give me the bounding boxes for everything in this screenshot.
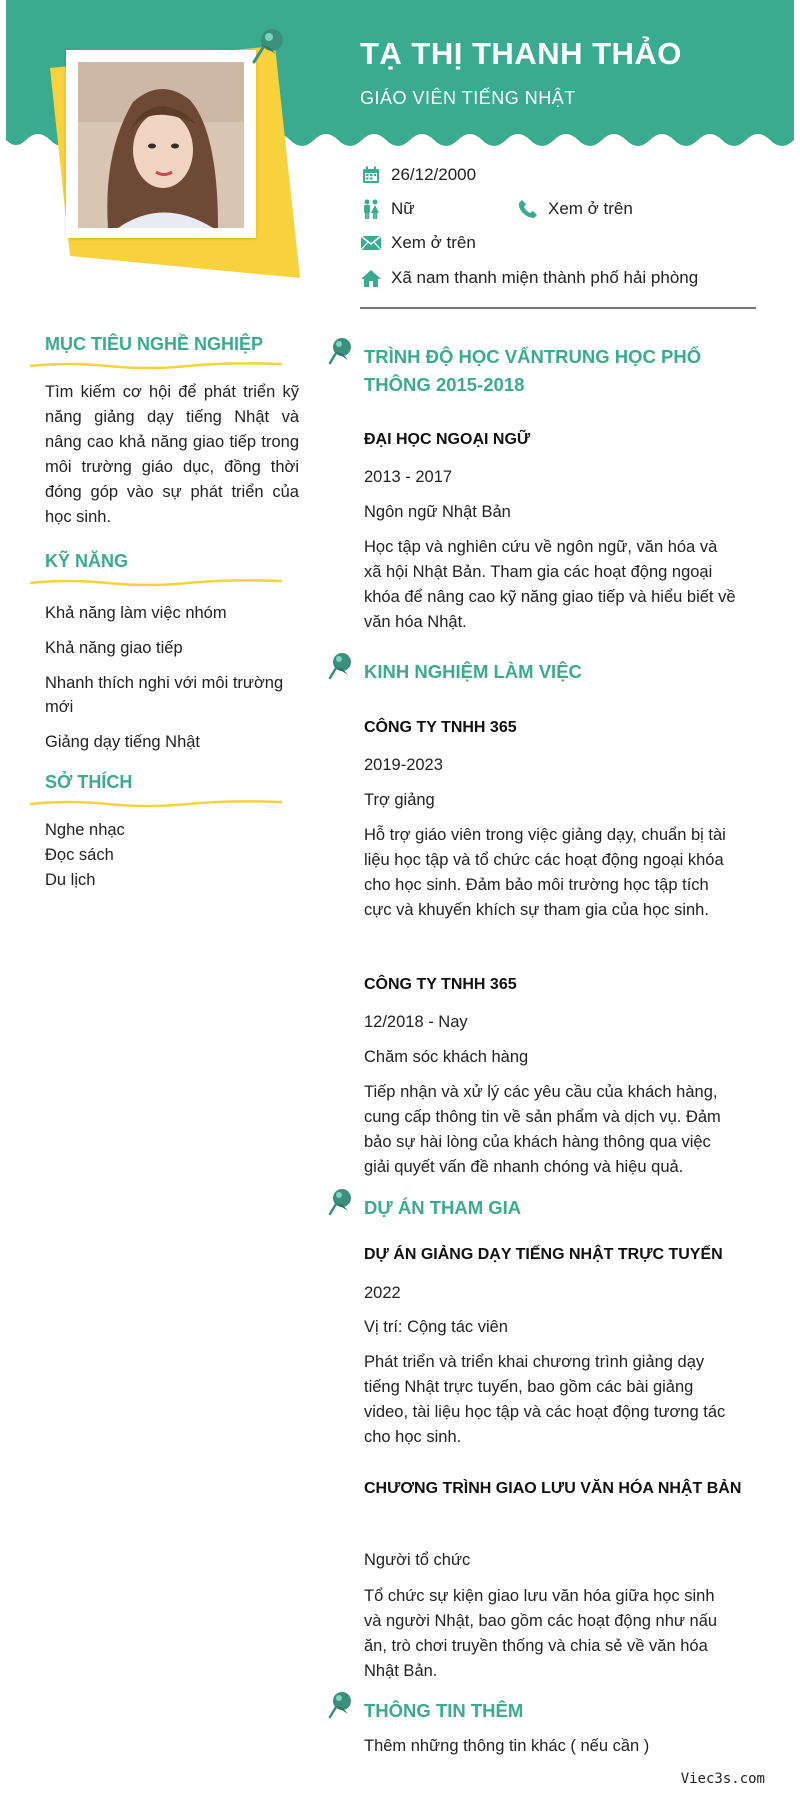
experience-role: Chăm sóc khách hàng bbox=[364, 1048, 529, 1066]
skills-title: KỸ NĂNG bbox=[45, 551, 129, 571]
contact-birthdate bbox=[360, 164, 476, 186]
envelope-icon bbox=[360, 232, 382, 254]
contact-email bbox=[360, 232, 476, 254]
company-name: CÔNG TY TNHH 365 bbox=[364, 719, 517, 736]
birthdate-value: 26/12/2000 bbox=[391, 165, 477, 184]
school-name: ĐẠI HỌC NGOẠI NGỮ bbox=[364, 431, 531, 448]
project-period: 2022 bbox=[364, 1284, 401, 1302]
job-title: GIÁO VIÊN TIẾNG NHẬT bbox=[360, 88, 576, 108]
project-description: Tổ chức sự kiện giao lưu văn hóa giữa học sinh và người Nhật, bao gồm các hoạt động như nấu ăn, trò chơi truyền thống và chia sẻ về văn hóa Nhật Bản. bbox=[364, 1587, 718, 1680]
experience-description: Tiếp nhận và xử lý các yêu cầu của khách hàng, cung cấp thông tin về sản phẩm và dịch vụ. Đảm bảo sự hài lòng của khách hàng thông qua việc giải quyết vấn đề nhanh chóng và hiệu quả. bbox=[364, 1083, 721, 1176]
wave-underline bbox=[28, 577, 284, 589]
skill-item: Khả năng làm việc nhóm bbox=[45, 604, 227, 622]
gender-value: Nữ bbox=[391, 199, 415, 218]
education-major: Ngôn ngữ Nhật Bản bbox=[364, 503, 511, 521]
watermark: Viec3s.com bbox=[680, 1771, 765, 1787]
wave-underline bbox=[28, 798, 284, 810]
experience-description: Hỗ trợ giáo viên trong việc giảng dạy, chuẩn bị tài liệu học tập và tổ chức các hoạt động ngoại khóa cho học sinh. Đảm bảo môi trường học tập tích cực và khuyến khích sự tham gia của học sinh. bbox=[364, 826, 726, 919]
projects-title: DỰ ÁN THAM GIA bbox=[364, 1197, 522, 1218]
project-role: Người tổ chức bbox=[364, 1551, 471, 1569]
skill-item: Nhanh thích nghi với môi trường mới bbox=[45, 674, 284, 716]
education-title: TRÌNH ĐỘ HỌC VẤNTRUNG HỌC PHỔ THÔNG 2015-2018 bbox=[364, 346, 702, 395]
avatar bbox=[78, 62, 244, 228]
education-description: Học tập và nghiên cứu về ngôn ngữ, văn hóa và xã hội Nhật Bản. Tham gia các hoạt động ngoại khóa để nâng cao kỹ năng giao tiếp và hiểu biết về văn hóa Nhật. bbox=[364, 538, 736, 631]
gender-icon bbox=[360, 198, 382, 220]
education-period: 2013 - 2017 bbox=[364, 468, 453, 486]
phone-icon bbox=[517, 198, 539, 220]
hobby-item: Đọc sách bbox=[45, 846, 114, 864]
experience-role: Trợ giảng bbox=[364, 791, 435, 809]
candidate-name: TẠ THỊ THANH THẢO bbox=[360, 36, 682, 71]
pin-icon bbox=[327, 336, 355, 371]
experience-period: 2019-2023 bbox=[364, 756, 443, 774]
contact-address bbox=[360, 267, 698, 289]
project-name: CHƯƠNG TRÌNH GIAO LƯU VĂN HÓA NHẬT BẢN bbox=[364, 1480, 742, 1497]
hobby-item: Nghe nhạc bbox=[45, 821, 125, 839]
hobbies-title: SỞ THÍCH bbox=[45, 772, 133, 792]
address-value: Xã nam thanh miện thành phố hải phòng bbox=[391, 268, 699, 287]
home-icon bbox=[360, 267, 382, 289]
experience-title: KINH NGHIỆM LÀM VIỆC bbox=[364, 661, 582, 682]
pin-icon bbox=[327, 1690, 355, 1725]
email-value: Xem ở trên bbox=[391, 233, 476, 252]
project-description: Phát triển và triển khai chương trình giảng dạy tiếng Nhật trực tuyến, bao gồm các bài giảng video, tài liệu học tập và các hoạt động tương tác cho học sinh. bbox=[364, 1353, 726, 1446]
wave-underline bbox=[28, 360, 284, 372]
company-name: CÔNG TY TNHH 365 bbox=[364, 976, 517, 993]
project-role: Vị trí: Cộng tác viên bbox=[364, 1318, 508, 1336]
project-name: DỰ ÁN GIẢNG DẠY TIẾNG NHẬT TRỰC TUYẾN bbox=[364, 1246, 723, 1263]
contact-phone bbox=[517, 198, 633, 220]
hobby-item: Du lịch bbox=[45, 871, 96, 889]
calendar-icon bbox=[360, 164, 382, 186]
contact-divider bbox=[360, 307, 756, 309]
pin-icon bbox=[248, 24, 288, 73]
pin-icon bbox=[327, 1187, 355, 1222]
pin-icon bbox=[327, 651, 355, 686]
photo-frame bbox=[66, 50, 256, 238]
extra-info-text: Thêm những thông tin khác ( nếu cần ) bbox=[364, 1737, 650, 1755]
phone-value: Xem ở trên bbox=[548, 199, 633, 218]
skill-item: Giảng dạy tiếng Nhật bbox=[45, 733, 201, 751]
objective-text: Tìm kiếm cơ hội để phát triển kỹ năng giảng dạy tiếng Nhật và nâng cao khả năng giao tiếp trong môi trường giáo dục, đồng thời đóng góp vào sự phát triển của học sinh. bbox=[45, 383, 299, 526]
skill-item: Khả năng giao tiếp bbox=[45, 639, 183, 657]
extra-info-title: THÔNG TIN THÊM bbox=[364, 1700, 524, 1721]
objective-title: MỤC TIÊU NGHỀ NGHIỆP bbox=[45, 334, 264, 354]
contact-gender bbox=[360, 198, 415, 220]
experience-period: 12/2018 - Nay bbox=[364, 1013, 468, 1031]
